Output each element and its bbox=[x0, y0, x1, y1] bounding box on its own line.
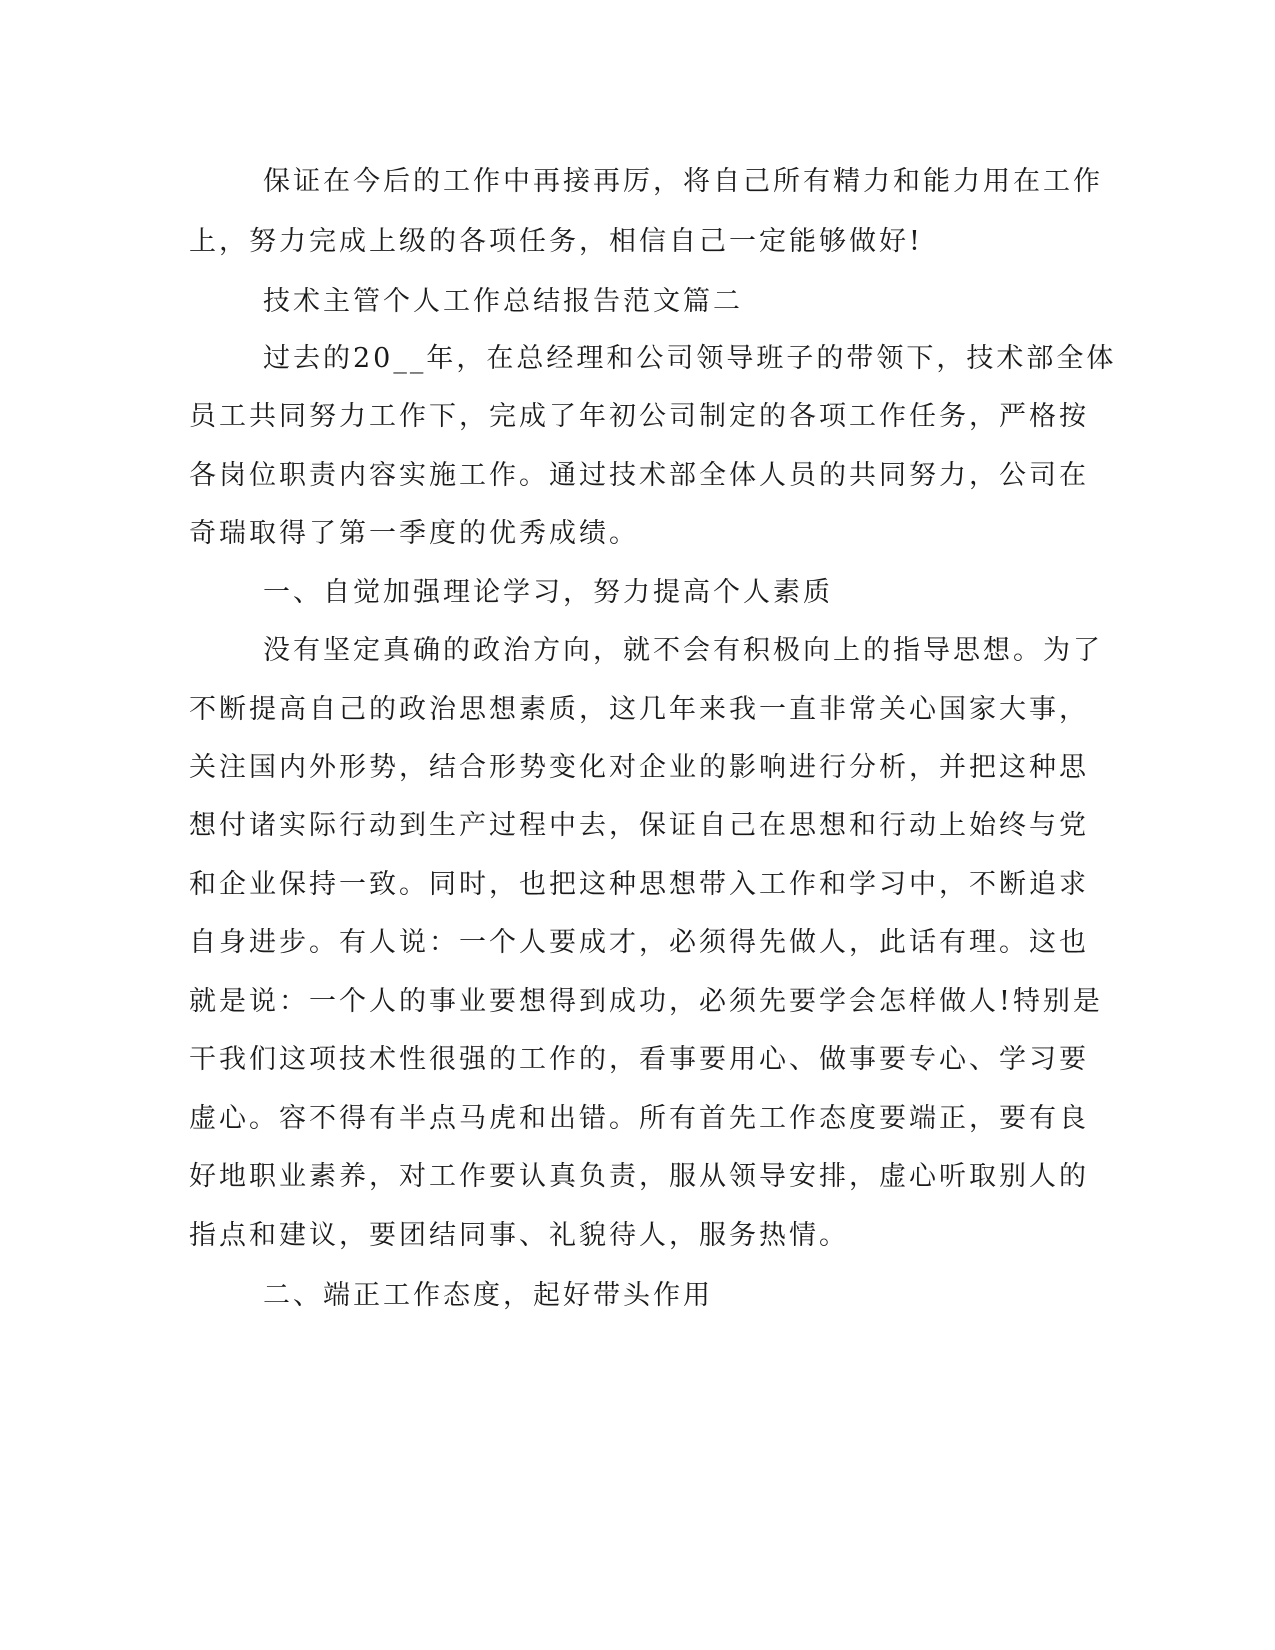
paragraph-line: 各岗位职责内容实施工作。通过技术部全体人员的共同努力，公司在 bbox=[189, 460, 1089, 491]
paragraph-line: 想付诸实际行动到生产过程中去，保证自己在思想和行动上始终与党 bbox=[189, 810, 1089, 841]
paragraph-line: 不断提高自己的政治思想素质，这几年来我一直非常关心国家大事， bbox=[189, 694, 1089, 725]
paragraph-line: 干我们这项技术性很强的工作的，看事要用心、做事要专心、学习要 bbox=[189, 1044, 1089, 1075]
paragraph-line: 指点和建议，要团结同事、礼貌待人，服务热情。 bbox=[189, 1220, 849, 1251]
paragraph-line: 奇瑞取得了第一季度的优秀成绩。 bbox=[189, 518, 639, 549]
paragraph-line: 关注国内外形势，结合形势变化对企业的影响进行分析，并把这种思 bbox=[189, 752, 1089, 783]
paragraph-line: 员工共同努力工作下，完成了年初公司制定的各项工作任务，严格按 bbox=[189, 401, 1089, 432]
paragraph-line: 就是说：一个人的事业要想得到成功，必须先要学会怎样做人!特别是 bbox=[189, 986, 1103, 1017]
section-heading: 二、端正工作态度，起好带头作用 bbox=[263, 1280, 713, 1311]
section-heading: 一、自觉加强理论学习，努力提高个人素质 bbox=[263, 577, 833, 608]
section-heading: 技术主管个人工作总结报告范文篇二 bbox=[263, 286, 743, 317]
paragraph-line: 和企业保持一致。同时，也把这种思想带入工作和学习中，不断追求 bbox=[189, 869, 1089, 900]
paragraph-line: 自身进步。有人说：一个人要成才，必须得先做人，此话有理。这也 bbox=[189, 927, 1089, 958]
paragraph-line: 虚心。容不得有半点马虎和出错。所有首先工作态度要端正，要有良 bbox=[189, 1103, 1089, 1134]
paragraph-line: 没有坚定真确的政治方向，就不会有积极向上的指导思想。为了 bbox=[263, 635, 1103, 666]
paragraph-line: 上，努力完成上级的各项任务，相信自己一定能够做好! bbox=[189, 226, 923, 257]
paragraph-line: 好地职业素养，对工作要认真负责，服从领导安排，虚心听取别人的 bbox=[189, 1161, 1089, 1192]
paragraph-line: 过去的20__年，在总经理和公司领导班子的带领下，技术部全体 bbox=[263, 343, 1117, 374]
paragraph-line: 保证在今后的工作中再接再厉，将自己所有精力和能力用在工作 bbox=[263, 166, 1103, 197]
